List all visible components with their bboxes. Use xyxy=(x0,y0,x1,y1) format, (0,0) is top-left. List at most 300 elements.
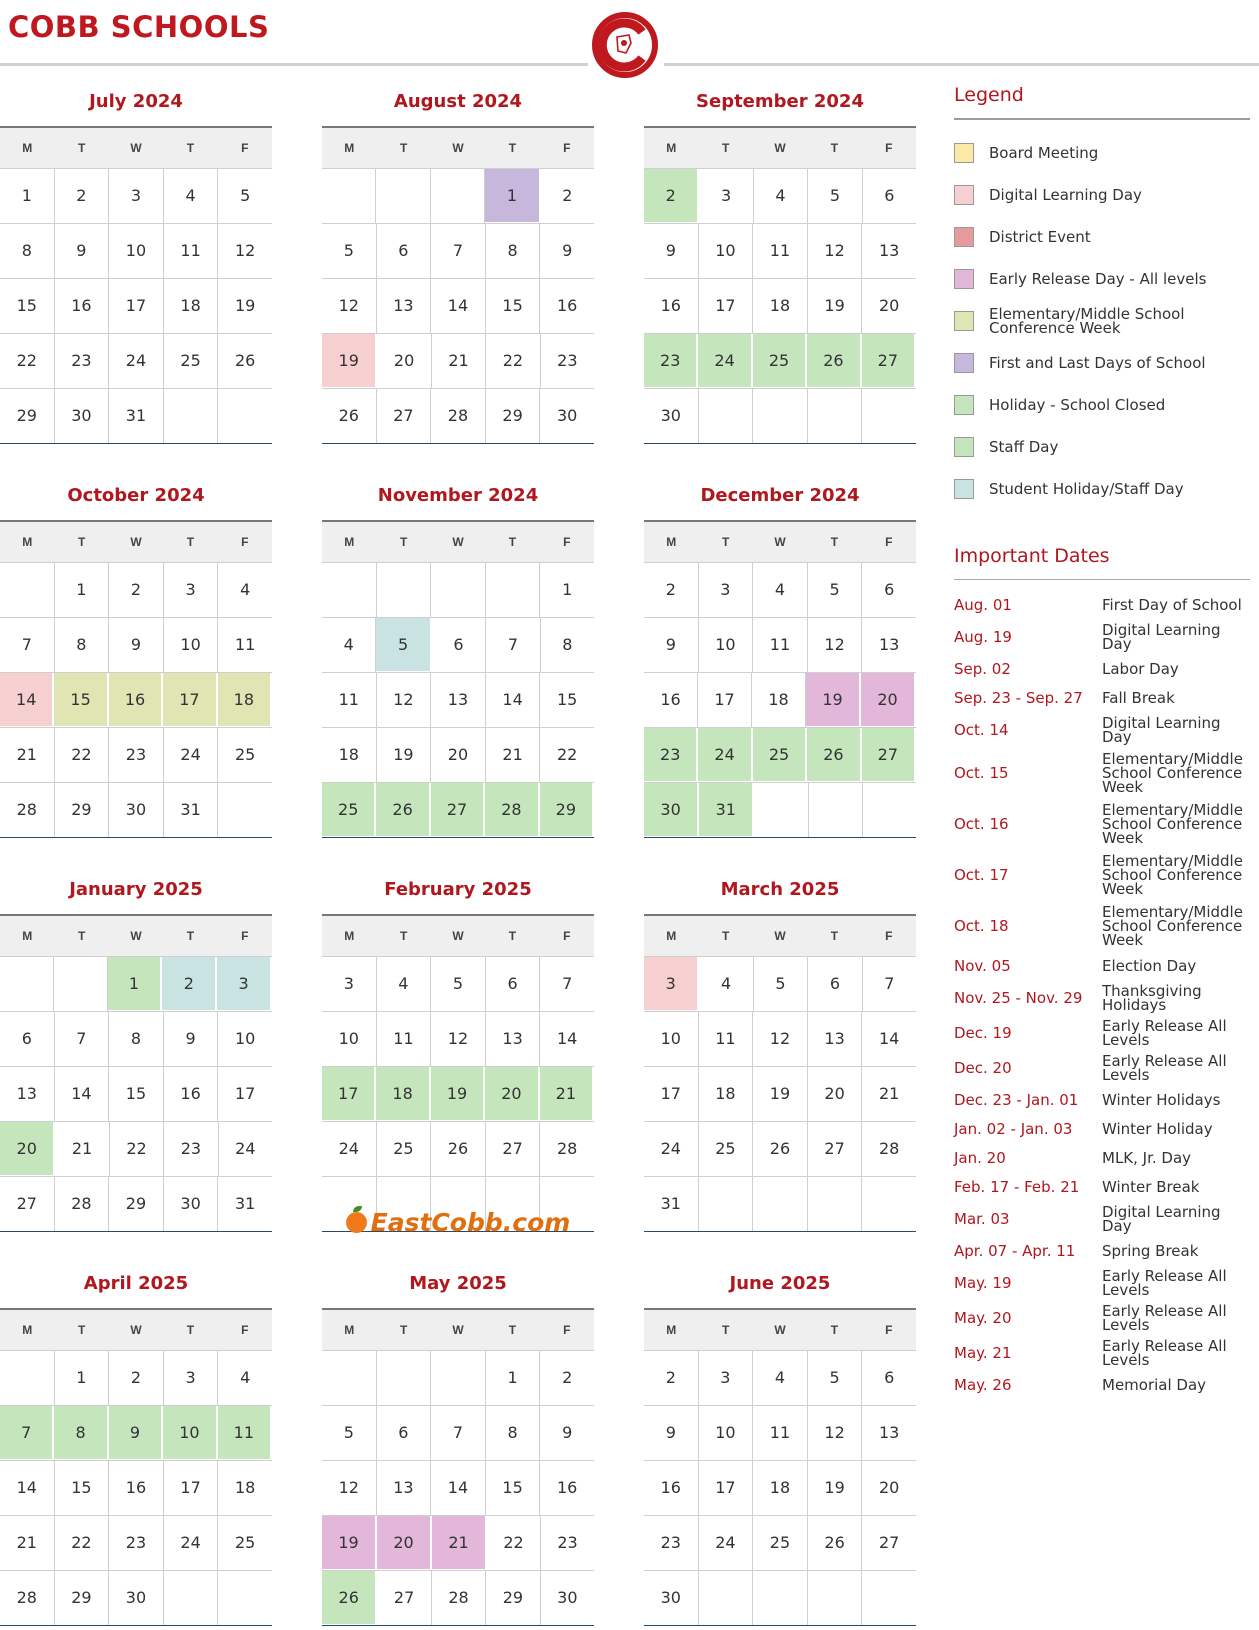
day-cell: 6 xyxy=(377,224,432,278)
day-cell: 12 xyxy=(808,224,863,278)
day-cell: 30 xyxy=(109,1571,164,1625)
weekday-label: F xyxy=(885,141,893,155)
day-cell: 27 xyxy=(878,1533,900,1552)
important-date-label: Digital Learning Day xyxy=(1102,713,1221,746)
important-date-label: Fall Break xyxy=(1102,688,1175,707)
day-cell: 6 xyxy=(432,618,486,672)
day-cell: 27 xyxy=(486,1122,541,1176)
day-cell: 23 xyxy=(109,1516,164,1570)
empty-day-cell xyxy=(808,1571,863,1625)
empty-day-cell xyxy=(808,1177,863,1231)
day-cell: 17 xyxy=(163,673,217,727)
day-cell: 3 xyxy=(109,169,164,223)
day-cell: 4 xyxy=(754,169,808,223)
day-cell: 14 xyxy=(55,1067,110,1121)
day-cell: 28 xyxy=(432,1571,486,1625)
day-cell: 14 xyxy=(0,673,54,727)
day-cell: 17 xyxy=(644,1067,699,1121)
day-cell: 30 xyxy=(109,783,164,837)
week-row xyxy=(0,1570,272,1625)
day-cell: 5 xyxy=(376,618,431,672)
important-date-row xyxy=(954,1114,1250,1143)
day-cell: 25 xyxy=(753,728,807,782)
day-cell: 2 xyxy=(644,169,699,223)
important-date-row xyxy=(954,849,1250,900)
weekday-label: T xyxy=(186,141,195,155)
week-row xyxy=(322,388,594,443)
day-cell: 9 xyxy=(109,1406,163,1460)
day-cell: 21 xyxy=(55,1122,109,1176)
week-row xyxy=(322,1405,594,1460)
day-cell: 21 xyxy=(432,334,486,388)
weekday-label: M xyxy=(344,535,355,549)
week-row xyxy=(0,672,272,727)
day-cell: 28 xyxy=(55,1177,110,1231)
month-calendar xyxy=(644,478,916,838)
empty-day-cell xyxy=(0,957,54,1011)
legend-item xyxy=(954,174,1250,216)
empty-day-cell xyxy=(377,1351,432,1405)
important-date-row xyxy=(954,1236,1250,1265)
day-cell: 12 xyxy=(234,241,256,260)
weekday-header xyxy=(322,916,594,956)
important-date-label: Winter Holidays xyxy=(1102,1090,1221,1109)
weekday-header xyxy=(322,1310,594,1350)
week-row xyxy=(0,168,272,223)
day-cell: 9 xyxy=(55,224,110,278)
empty-day-cell xyxy=(863,783,916,837)
day-cell: 6 xyxy=(486,957,541,1011)
week-row xyxy=(0,1405,272,1460)
month-grid xyxy=(0,914,272,1232)
day-cell: 9 xyxy=(644,618,699,672)
weekday-label: F xyxy=(563,141,571,155)
day-cell: 13 xyxy=(878,1423,900,1442)
important-date-label: Early Release All Levels xyxy=(1102,1336,1227,1369)
important-date-label: Early Release All Levels xyxy=(1102,1266,1227,1299)
day-cell: 9 xyxy=(164,1012,219,1066)
day-cell: 20 xyxy=(0,1122,55,1176)
day-cell: 3 xyxy=(699,169,753,223)
important-date: Sep. 02 xyxy=(954,659,1011,678)
important-date-row xyxy=(954,619,1250,654)
weekday-label: W xyxy=(452,1323,464,1337)
week-row xyxy=(322,168,594,223)
important-dates-list xyxy=(954,580,1250,1399)
day-cell: 21 xyxy=(432,1516,487,1570)
week-row xyxy=(322,782,594,837)
empty-day-cell xyxy=(218,783,272,837)
day-cell: 24 xyxy=(235,1139,256,1158)
week-row xyxy=(322,562,594,617)
day-cell: 11 xyxy=(322,673,377,727)
week-row xyxy=(322,672,594,727)
day-cell: 17 xyxy=(699,1461,754,1515)
empty-day-cell xyxy=(753,389,808,443)
day-cell: 20 xyxy=(431,728,486,782)
weekday-header xyxy=(644,522,916,562)
weekday-label: W xyxy=(774,141,786,155)
day-cell: 22 xyxy=(0,334,55,388)
empty-day-cell xyxy=(699,1177,754,1231)
week-row xyxy=(0,1121,272,1176)
empty-day-cell xyxy=(862,1571,916,1625)
important-date-row xyxy=(954,900,1250,951)
day-cell: 29 xyxy=(0,389,55,443)
day-cell: 19 xyxy=(431,1067,485,1121)
day-cell: 3 xyxy=(164,1351,219,1405)
week-row xyxy=(0,727,272,782)
week-row xyxy=(644,278,916,333)
empty-day-cell xyxy=(322,169,376,223)
day-cell: 12 xyxy=(808,1406,863,1460)
legend-item xyxy=(954,258,1250,300)
day-cell: 7 xyxy=(486,618,540,672)
day-cell: 16 xyxy=(109,1461,164,1515)
eastcobb-promo[interactable] xyxy=(322,1200,594,1244)
day-cell: 19 xyxy=(377,728,432,782)
weekday-label: F xyxy=(563,929,571,943)
important-date: Feb. 17 - Feb. 21 xyxy=(954,1177,1080,1196)
weekday-label: W xyxy=(130,929,142,943)
day-cell: 11 xyxy=(377,1012,432,1066)
important-date-label: Winter Holiday xyxy=(1102,1119,1213,1138)
day-cell: 25 xyxy=(234,745,256,764)
important-date-label: Memorial Day xyxy=(1102,1375,1207,1394)
day-cell: 11 xyxy=(234,635,256,654)
important-date: Aug. 01 xyxy=(954,595,1012,614)
weekday-label: T xyxy=(77,1323,86,1337)
day-cell: 12 xyxy=(808,618,863,672)
weekday-label: T xyxy=(399,535,408,549)
day-cell: 8 xyxy=(486,1406,541,1460)
day-cell: 4 xyxy=(377,957,432,1011)
day-cell: 4 xyxy=(240,580,251,599)
day-cell: 13 xyxy=(0,1067,55,1121)
important-date-label: Elementary/Middle School Conference Week xyxy=(1102,800,1243,847)
day-cell: 25 xyxy=(164,334,219,388)
day-cell: 23 xyxy=(644,728,698,782)
important-date-label: MLK, Jr. Day xyxy=(1102,1148,1192,1167)
day-cell: 9 xyxy=(562,241,573,260)
day-cell: 4 xyxy=(240,1368,251,1387)
weekday-label: F xyxy=(885,929,893,943)
weekday-label: M xyxy=(666,1323,677,1337)
week-row xyxy=(644,223,916,278)
important-date-row xyxy=(954,1085,1250,1114)
day-cell: 4 xyxy=(753,563,808,617)
day-cell: 16 xyxy=(556,296,578,315)
day-cell: 17 xyxy=(109,279,164,333)
day-cell: 26 xyxy=(808,1516,863,1570)
weekday-label: W xyxy=(130,535,142,549)
weekday-label: W xyxy=(452,141,464,155)
weekday-label: T xyxy=(77,929,86,943)
day-cell: 20 xyxy=(377,334,431,388)
weekday-label: M xyxy=(22,141,33,155)
month-grid xyxy=(0,520,272,838)
weekday-label: F xyxy=(241,1323,249,1337)
important-date-row xyxy=(954,683,1250,712)
weekday-label: W xyxy=(774,929,786,943)
day-cell: 21 xyxy=(486,728,541,782)
day-cell: 3 xyxy=(164,563,219,617)
empty-day-cell xyxy=(164,1571,219,1625)
day-cell: 31 xyxy=(699,783,754,837)
important-date-label: Thanksgiving Holidays xyxy=(1102,981,1202,1014)
week-row xyxy=(0,1176,272,1231)
weekday-label: F xyxy=(885,1323,893,1337)
empty-day-cell xyxy=(0,1351,55,1405)
day-cell: 15 xyxy=(486,1461,541,1515)
day-cell: 15 xyxy=(486,279,541,333)
day-cell: 6 xyxy=(884,1368,895,1387)
week-row xyxy=(0,1515,272,1570)
day-cell: 6 xyxy=(0,1012,55,1066)
day-cell: 20 xyxy=(377,1516,432,1570)
important-date-label: Early Release All Levels xyxy=(1102,1016,1227,1049)
day-cell: 10 xyxy=(699,1406,754,1460)
day-cell: 24 xyxy=(164,728,219,782)
day-cell: 28 xyxy=(0,783,55,837)
month-grid xyxy=(0,126,272,444)
weekday-label: T xyxy=(508,141,517,155)
day-cell: 13 xyxy=(431,673,486,727)
day-cell: 30 xyxy=(164,1177,219,1231)
day-cell: 16 xyxy=(164,1067,219,1121)
empty-day-cell xyxy=(164,389,219,443)
day-cell: 9 xyxy=(644,224,699,278)
day-cell: 26 xyxy=(322,1571,377,1625)
week-row xyxy=(322,1460,594,1515)
week-row xyxy=(322,617,594,672)
legend-label: Early Release Day - All levels xyxy=(989,270,1207,288)
empty-day-cell xyxy=(808,389,863,443)
day-cell: 15 xyxy=(54,673,108,727)
month-calendar xyxy=(322,872,594,1232)
day-cell: 26 xyxy=(431,1122,486,1176)
legend-item xyxy=(954,216,1250,258)
week-row xyxy=(322,956,594,1011)
weekday-label: W xyxy=(452,929,464,943)
day-cell: 19 xyxy=(808,279,863,333)
legend-swatch xyxy=(954,227,974,247)
month-calendar xyxy=(322,478,594,838)
day-cell: 17 xyxy=(164,1461,219,1515)
weekday-label: T xyxy=(77,141,86,155)
day-cell: 13 xyxy=(878,635,900,654)
month-title: January 2025 xyxy=(69,879,203,900)
day-cell: 6 xyxy=(808,957,862,1011)
weekday-label: T xyxy=(830,929,839,943)
month-title: December 2024 xyxy=(700,485,860,506)
week-row xyxy=(322,1011,594,1066)
day-cell: 7 xyxy=(884,974,895,993)
day-cell: 1 xyxy=(486,1351,541,1405)
legend-label: Holiday - School Closed xyxy=(989,396,1166,414)
legend-label: Digital Learning Day xyxy=(989,186,1142,204)
empty-day-cell xyxy=(431,563,486,617)
day-cell: 2 xyxy=(162,957,217,1011)
important-date-row xyxy=(954,1015,1250,1050)
important-date-label: Elementary/Middle School Conference Week xyxy=(1102,851,1243,898)
day-cell: 2 xyxy=(644,1351,699,1405)
day-cell: 5 xyxy=(431,957,486,1011)
day-cell: 6 xyxy=(884,580,895,599)
day-cell: 22 xyxy=(556,745,578,764)
day-cell: 18 xyxy=(234,1478,256,1497)
day-cell: 5 xyxy=(808,169,862,223)
weekday-header xyxy=(644,128,916,168)
weekday-label: M xyxy=(666,535,677,549)
day-cell: 25 xyxy=(234,1533,256,1552)
day-cell: 19 xyxy=(806,673,861,727)
weekday-label: M xyxy=(344,1323,355,1337)
day-cell: 12 xyxy=(431,1012,486,1066)
important-date-label: Early Release All Levels xyxy=(1102,1301,1227,1334)
day-cell: 22 xyxy=(487,1516,541,1570)
month-title: May 2025 xyxy=(409,1273,507,1294)
day-cell: 23 xyxy=(644,1516,699,1570)
day-cell: 29 xyxy=(109,1177,164,1231)
weekday-label: F xyxy=(241,929,249,943)
important-date: Dec. 23 - Jan. 01 xyxy=(954,1090,1079,1109)
day-cell: 22 xyxy=(55,1516,110,1570)
empty-day-cell xyxy=(699,1571,754,1625)
day-cell: 23 xyxy=(109,728,164,782)
day-cell: 8 xyxy=(109,1012,164,1066)
important-date-row xyxy=(954,1370,1250,1399)
day-cell: 30 xyxy=(557,1588,578,1607)
day-cell: 20 xyxy=(861,673,916,727)
week-row xyxy=(0,956,272,1011)
month-grid xyxy=(644,126,916,444)
day-cell: 29 xyxy=(540,783,594,837)
important-date: Oct. 18 xyxy=(954,916,1009,935)
weekday-label: T xyxy=(186,1323,195,1337)
week-row xyxy=(322,333,594,388)
important-date-row xyxy=(954,1335,1250,1370)
important-date-label: Digital Learning Day xyxy=(1102,620,1221,653)
week-row xyxy=(322,223,594,278)
important-date-label: First Day of School xyxy=(1102,595,1242,614)
day-cell: 3 xyxy=(699,563,754,617)
month-grid xyxy=(322,914,594,1232)
day-cell: 27 xyxy=(862,728,916,782)
day-cell: 16 xyxy=(644,279,699,333)
day-cell: 26 xyxy=(234,351,256,370)
peach-icon xyxy=(346,1212,367,1233)
week-row xyxy=(644,672,916,727)
day-cell: 24 xyxy=(322,1122,377,1176)
day-cell: 10 xyxy=(109,224,164,278)
day-cell: 10 xyxy=(164,618,219,672)
legend-title: Legend xyxy=(954,84,1250,120)
week-row xyxy=(644,956,916,1011)
weekday-label: M xyxy=(344,929,355,943)
day-cell: 24 xyxy=(164,1516,219,1570)
day-cell: 13 xyxy=(377,1461,432,1515)
important-dates-panel xyxy=(954,545,1250,1399)
day-cell: 24 xyxy=(644,1122,699,1176)
empty-day-cell xyxy=(322,563,377,617)
important-date-row xyxy=(954,1050,1250,1085)
month-title: June 2025 xyxy=(729,1273,831,1294)
day-cell: 30 xyxy=(644,389,699,443)
empty-day-cell xyxy=(753,1571,808,1625)
important-date: May. 19 xyxy=(954,1273,1012,1292)
week-row xyxy=(644,727,916,782)
week-row xyxy=(322,278,594,333)
important-date-label: Winter Break xyxy=(1102,1177,1200,1196)
day-cell: 13 xyxy=(878,241,900,260)
day-cell: 2 xyxy=(644,563,699,617)
weekday-label: W xyxy=(774,1323,786,1337)
day-cell: 10 xyxy=(644,1012,699,1066)
day-cell: 10 xyxy=(163,1406,217,1460)
day-cell: 8 xyxy=(562,635,573,654)
day-cell: 17 xyxy=(322,1067,376,1121)
week-row xyxy=(644,1176,916,1231)
day-cell: 28 xyxy=(431,389,486,443)
day-cell: 20 xyxy=(878,296,900,315)
week-row xyxy=(644,168,916,223)
day-cell: 30 xyxy=(55,389,110,443)
day-cell: 12 xyxy=(753,1012,808,1066)
month-calendar xyxy=(644,1266,916,1626)
day-cell: 18 xyxy=(218,673,272,727)
month-grid xyxy=(322,1308,594,1626)
month-title: August 2024 xyxy=(393,91,523,112)
week-row xyxy=(0,223,272,278)
important-date: Nov. 05 xyxy=(954,956,1011,975)
month-title: September 2024 xyxy=(696,91,864,112)
empty-day-cell xyxy=(376,169,430,223)
day-cell: 12 xyxy=(322,279,377,333)
day-cell: 20 xyxy=(878,1478,900,1497)
weekday-label: T xyxy=(186,535,195,549)
week-row xyxy=(322,1515,594,1570)
weekday-label: M xyxy=(666,141,677,155)
month-title: October 2024 xyxy=(67,485,205,506)
week-row xyxy=(644,1460,916,1515)
legend-swatch xyxy=(954,143,974,163)
legend-label: Student Holiday/Staff Day xyxy=(989,480,1184,498)
day-cell: 13 xyxy=(377,279,432,333)
day-cell: 4 xyxy=(322,618,376,672)
day-cell: 12 xyxy=(322,1461,377,1515)
weekday-label: M xyxy=(22,535,33,549)
important-date: Sep. 23 - Sep. 27 xyxy=(954,688,1083,707)
important-date: Aug. 19 xyxy=(954,627,1012,646)
day-cell: 29 xyxy=(55,1571,110,1625)
day-cell: 2 xyxy=(562,1368,573,1387)
weekday-label: W xyxy=(130,141,142,155)
month-grid xyxy=(644,1308,916,1626)
header-divider-right xyxy=(664,63,1259,66)
important-date-label: Elementary/Middle School Conference Week xyxy=(1102,749,1243,796)
important-date-row xyxy=(954,951,1250,980)
day-cell: 3 xyxy=(644,957,699,1011)
day-cell: 9 xyxy=(562,1423,573,1442)
month-grid xyxy=(322,126,594,444)
day-cell: 18 xyxy=(699,1067,754,1121)
day-cell: 5 xyxy=(322,1406,377,1460)
day-cell: 26 xyxy=(376,783,430,837)
day-cell: 5 xyxy=(754,957,808,1011)
empty-day-cell xyxy=(431,1351,486,1405)
day-cell: 7 xyxy=(431,224,486,278)
